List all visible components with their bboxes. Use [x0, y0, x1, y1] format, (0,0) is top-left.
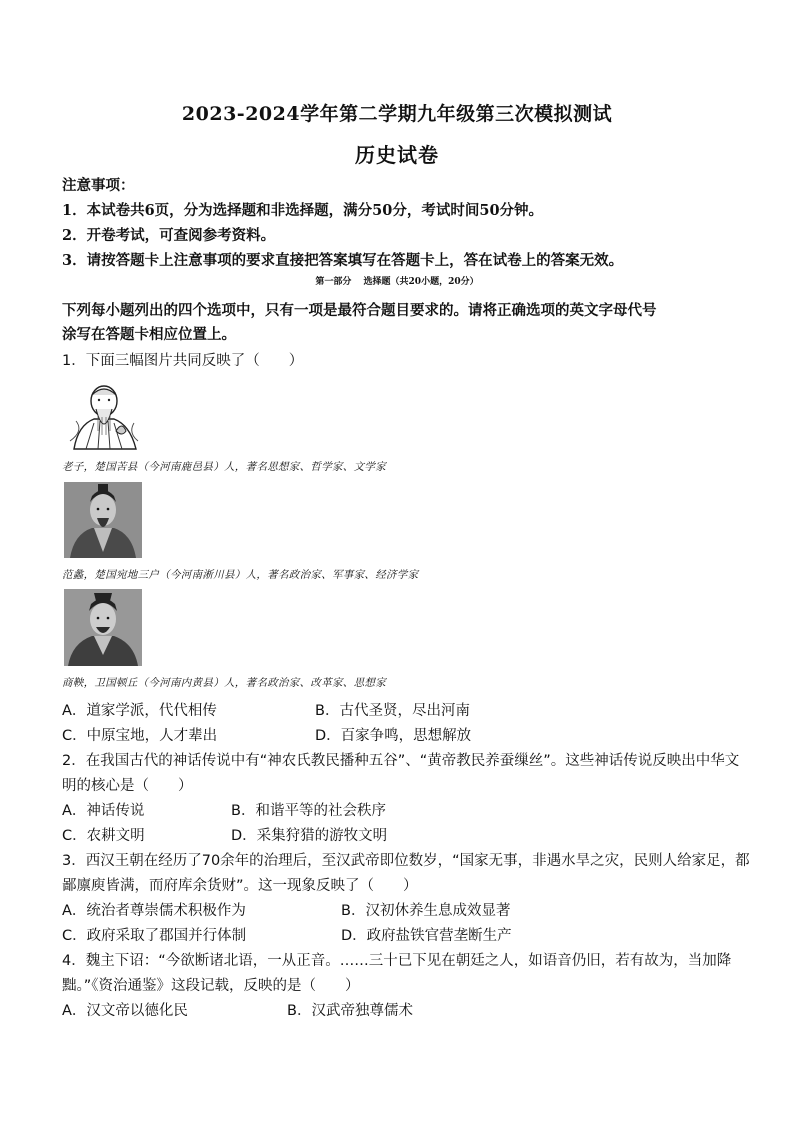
notice-item: 2．开卷考试，可查阅参考资料。	[62, 227, 276, 244]
q4-stem: 黜。”《资治通鉴》这段记载，反映的是（ ）	[62, 978, 360, 994]
shangyang-portrait-image	[64, 589, 142, 666]
exam-subtitle: 历史试卷	[355, 143, 439, 167]
q3-stem: 鄙廪庾皆满，而府库余货财”。这一现象反映了（ ）	[62, 878, 418, 894]
q2-option-b[interactable]: B．和谐平等的社会秩序	[231, 803, 386, 819]
q2-stem: 明的核心是（ ）	[62, 778, 193, 794]
q3-option-c[interactable]: C．政府采取了郡国并行体制	[62, 928, 247, 944]
q1-caption-shangyang: 商鞅，卫国顿丘（今河南内黄县）人，著名政治家、改革家、思想家	[62, 677, 386, 689]
q3-option-a[interactable]: A．统治者尊崇儒术积极作为	[62, 903, 246, 919]
q4-stem: 4．魏主下诏：“今欲断诸北语，一从正音。……三十已下见在朝廷之人，如语音仍旧，若有故为，当加降	[62, 953, 732, 969]
part1-instructions: 下列每小题列出的四个选项中，只有一项是最符合题目要求的。请将正确选项的英文字母代号	[62, 302, 657, 319]
q1-option-a[interactable]: A．道家学派，代代相传	[62, 703, 217, 719]
exam-title: 2023-2024学年第二学期九年级第三次模拟测试	[181, 103, 613, 125]
notice-item: 1．本试卷共6页，分为选择题和非选择题，满分50分，考试时间50分钟。	[62, 202, 544, 219]
fanli-portrait-image	[64, 482, 142, 558]
q1-option-d[interactable]: D．百家争鸣，思想解放	[315, 728, 472, 744]
notice-heading: 注意事项：	[62, 177, 135, 194]
q2-stem: 2．在我国古代的神话传说中有“神农氏教民播种五谷”、“黄帝教民养蚕缫丝”。这些神话传说反映出中华文	[62, 753, 740, 769]
q4-option-b[interactable]: B．汉武帝独尊儒术	[287, 1003, 413, 1019]
q2-option-d[interactable]: D．采集狩猎的游牧文明	[231, 828, 388, 844]
q3-stem: 3．西汉王朝在经历了70余年的治理后，至汉武帝即位数岁，“国家无事，非遇水旱之灾，民则人给家足，都	[62, 853, 750, 869]
q4-option-a[interactable]: A．汉文帝以德化民	[62, 1003, 188, 1019]
q1-option-c[interactable]: C．中原宝地，人才辈出	[62, 728, 218, 744]
q1-caption-laozi: 老子，楚国苦县（今河南鹿邑县）人，著名思想家、哲学家、文学家	[62, 461, 386, 473]
q2-option-a[interactable]: A．神话传说	[62, 803, 145, 819]
q1-stem: 1．下面三幅图片共同反映了（ ）	[62, 353, 304, 369]
laozi-portrait-image	[64, 381, 144, 451]
q2-option-c[interactable]: C．农耕文明	[62, 828, 145, 844]
q3-option-b[interactable]: B．汉初休养生息成效显著	[341, 903, 511, 919]
q3-option-d[interactable]: D．政府盐铁官营垄断生产	[341, 928, 512, 944]
part1-heading: 第一部分 选择题（共20小题，20分）	[315, 277, 479, 287]
notice-item: 3．请按答题卡上注意事项的要求直接把答案填写在答题卡上，答在试卷上的答案无效。	[62, 252, 624, 269]
q1-caption-fanli: 范蠡，楚国宛地三户（今河南淅川县）人，著名政治家、军事家、经济学家	[62, 569, 419, 581]
part1-instructions: 涂写在答题卡相应位置上。	[62, 326, 236, 343]
q1-option-b[interactable]: B．古代圣贤，尽出河南	[315, 703, 470, 719]
